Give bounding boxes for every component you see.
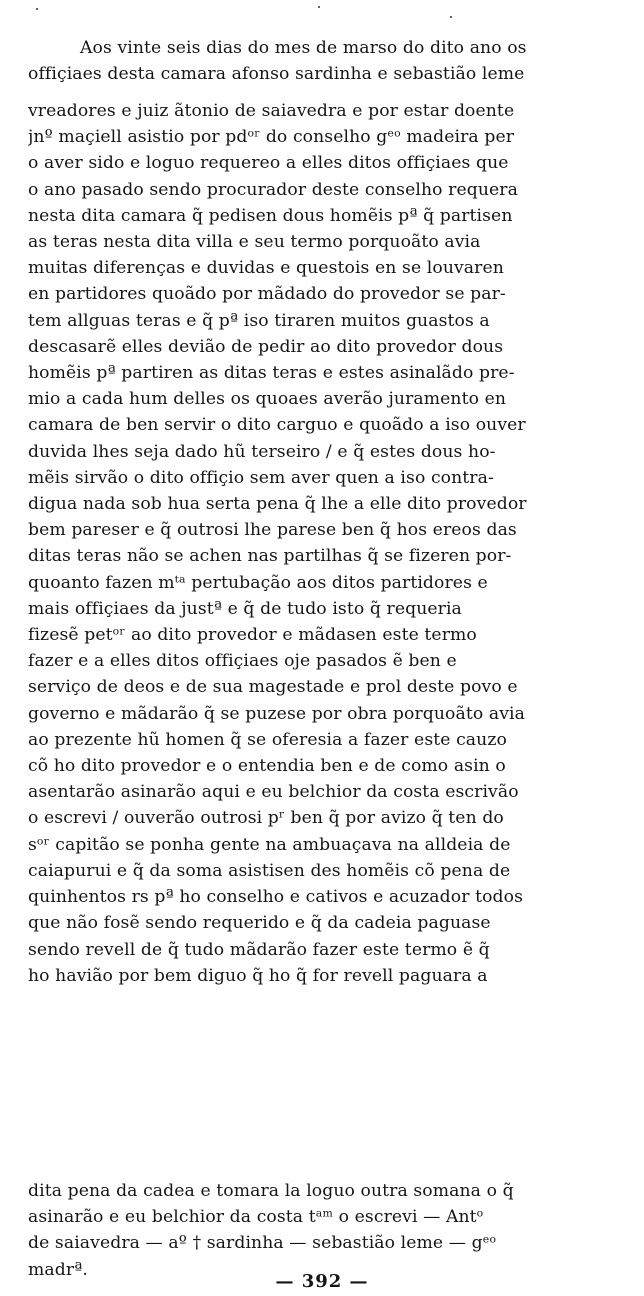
text-line: dita pena da cadea e tomara la loguo outra somana o q̃	[28, 1181, 514, 1201]
text-line: digua nada sob hua serta pena q̃ lhe a elle dito provedor	[28, 494, 527, 515]
page-number: — 392 —	[275, 1271, 369, 1292]
text-line: muitas diferenças e duvidas e questois en se louvaren	[28, 258, 504, 279]
paragraph-body	[28, 98, 618, 989]
text-line: sᵒʳ capitão se ponha gente na ambuaçava na alldeia de	[28, 834, 511, 855]
text-line: cõ ho dito provedor e o entendia ben e de como asin o	[28, 756, 506, 777]
text-line: madrª.	[28, 1259, 88, 1280]
text-line: nesta dita camara q̃ pedisen dous homẽis pª q̃ partisen	[28, 205, 513, 226]
text-line: o escrevi / ouverão outrosi pʳ ben q̃ por avizo q̃ ten do	[28, 808, 504, 829]
text-line: homẽis pª partiren as ditas teras e estes asinalãdo pre-	[28, 363, 515, 384]
text-line: duvida lhes seja dado hũ terseiro / e q̃ estes dous ho-	[28, 441, 496, 462]
text-line: fazer e a elles ditos offiçiaes oje pasados ẽ ben e	[28, 651, 457, 672]
text-line: quoanto fazen mᵗᵃ pertubação aos ditos partidores e	[28, 572, 488, 593]
paper-speck	[318, 6, 320, 8]
text-line: ditas teras não se achen nas partilhas q̃ se fizeren por-	[28, 546, 512, 567]
text-line: mẽis sirvão o dito offiçio sem aver quen a iso contra-	[28, 467, 494, 488]
text-line: tem allguas teras e q̃ pª iso tiraren muitos guastos a	[28, 310, 490, 331]
paragraph-opening	[28, 35, 618, 87]
text-line: fizesẽ petᵒʳ ao dito provedor e mãdasen este termo	[28, 625, 477, 646]
paper-speck	[36, 8, 38, 10]
text-line: caiapurui e q̃ da soma asistisen des homẽis cõ pena de	[28, 860, 511, 881]
text-line: o ano pasado sendo procurador deste conselho requera	[28, 179, 518, 200]
text-line: descasarẽ elles devião de pedir ao dito provedor dous	[28, 336, 504, 357]
paper-speck	[450, 16, 452, 18]
text-line: bem pareser e q̃ outrosi lhe parese ben q̃ hos ereos das	[28, 520, 517, 541]
text-line: ao prezente hũ homen q̃ se oferesia a fazer este cauzo	[28, 729, 507, 750]
text-line: Aos vinte seis dias do mes de marso do dito ano os	[80, 38, 527, 58]
text-line: sendo revell de q̃ tudo mãdarão fazer este termo ẽ q̃	[28, 939, 490, 960]
text-line: vreadores e juiz ãtonio de saiavedra e por estar doente	[28, 101, 515, 121]
text-line: asinarão e eu belchior da costa tᵃᵐ o escrevi — Antᵒ	[28, 1207, 484, 1228]
text-line: de saiavedra — aº † sardinha — sebastião leme — gᵉᵒ	[28, 1233, 497, 1254]
text-line: jnº maçiell asistio por pdᵒʳ do conselho gᵉᵒ madeira per	[28, 127, 515, 148]
text-line: serviço de deos e de sua magestade e prol deste povo e	[28, 677, 518, 698]
text-line: offiçiaes desta camara afonso sardinha e sebastião leme	[28, 64, 525, 85]
text-line: mio a cada hum delles os quoaes averão juramento en	[28, 389, 507, 410]
text-line: asentarão asinarão aqui e eu belchior da costa escrivão	[28, 782, 519, 803]
text-line: que não fosẽ sendo requerido e q̃ da cadeia paguase	[28, 913, 491, 934]
text-line: en partidores quoãdo por mãdado do provedor se par-	[28, 284, 506, 305]
paragraph-closing	[28, 1178, 618, 1283]
text-line: as teras nesta dita villa e seu termo porquoãto avia	[28, 232, 481, 253]
text-line: camara de ben servir o dito carguo e quoãdo a iso ouver	[28, 415, 526, 436]
text-line: mais offiçiaes da justª e q̃ de tudo isto q̃ requeria	[28, 598, 462, 619]
text-line: o aver sido e loguo requereo a elles ditos offiçiaes que	[28, 153, 509, 174]
text-line: ho havião por bem diguo q̃ ho q̃ for revell paguara a	[28, 965, 488, 986]
text-line: quinhentos rs pª ho conselho e cativos e acuzador todos	[28, 887, 523, 908]
text-line: governo e mãdarão q̃ se puzese por obra porquoãto avia	[28, 703, 525, 724]
